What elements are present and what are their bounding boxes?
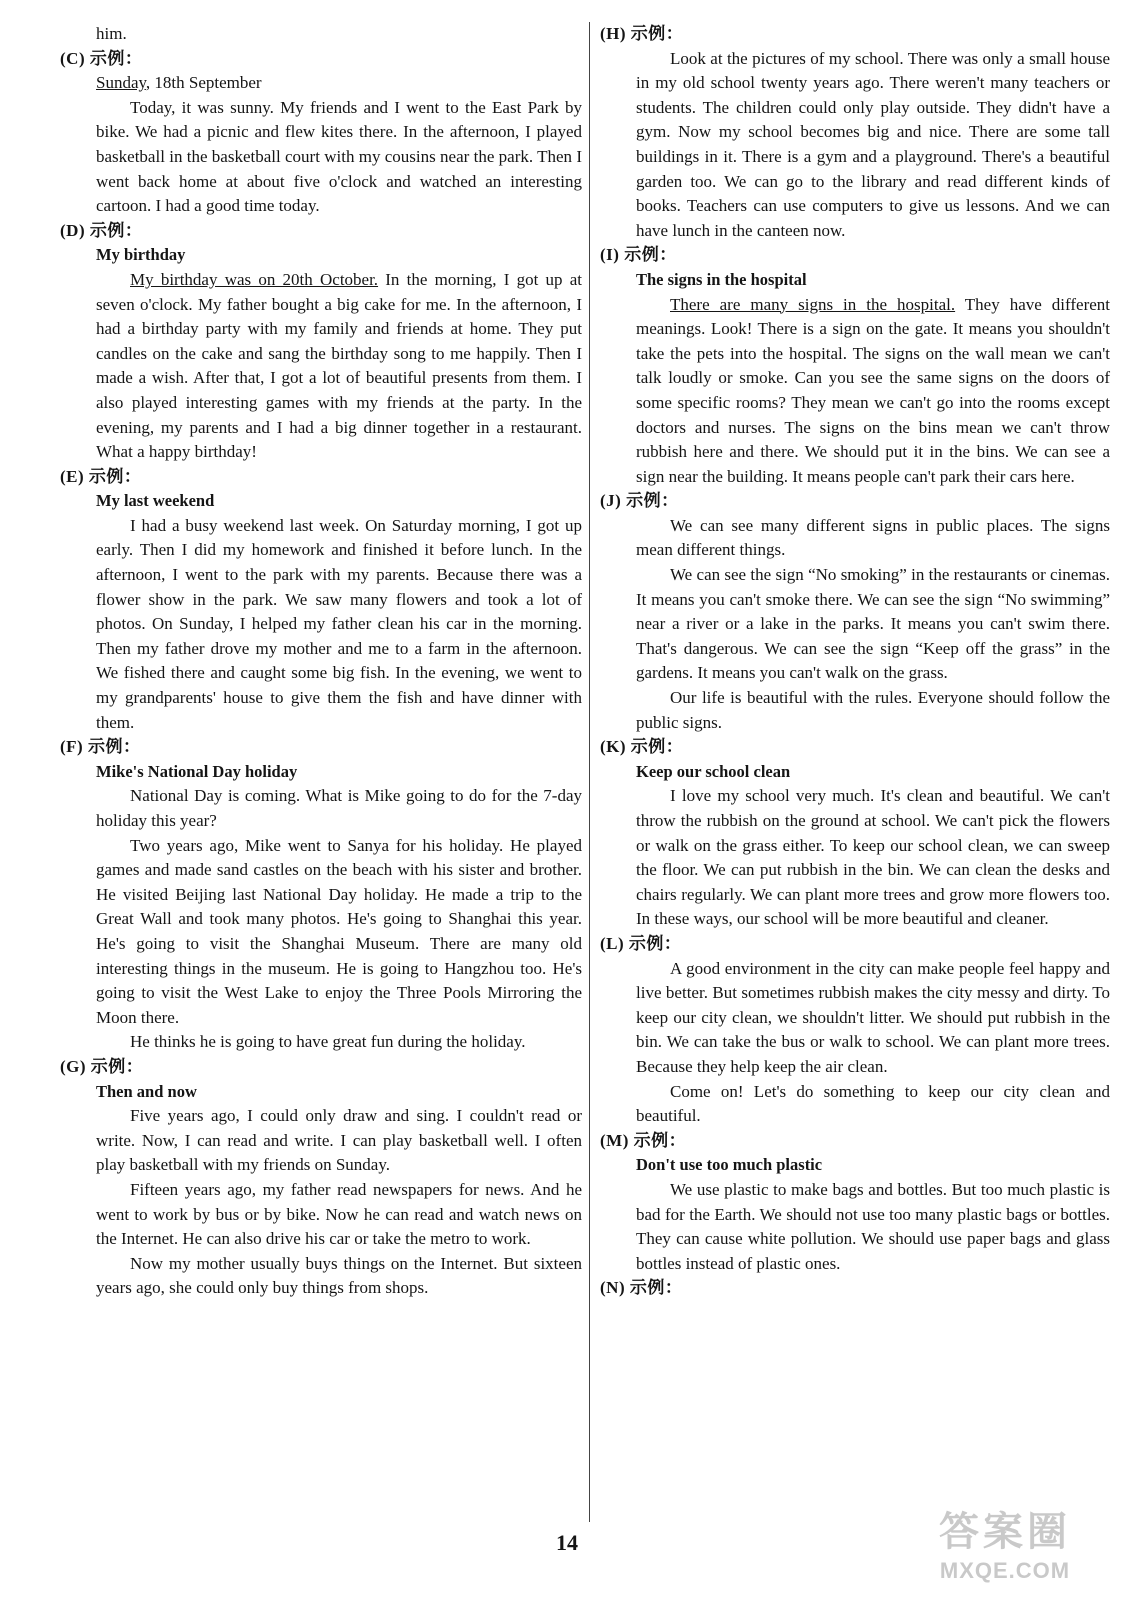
column-divider [589,22,590,1522]
section-label-f: (F) 示例： [60,737,141,757]
section-c-body [60,71,582,219]
section-l-body [600,957,1110,1129]
section-label-g: (G) 示例： [60,1056,144,1076]
section-g-body [60,1080,582,1301]
essay-title: Keep our school clean [636,761,791,781]
paragraph: We use plastic to make bags and bottles. But too much plastic is bad for the Earth. We should not use too many plastic bags or bottles. They can cause white pollution. We should use paper bags and glass bottles instead of plastic ones. [636,1179,1110,1273]
right-column [600,22,1110,1301]
paragraph: Come on! Let's do something to keep our city clean and beautiful. [636,1081,1110,1126]
paragraph: Fifteen years ago, my father read newspapers for news. And he went to work by bus or by bike. Now he can read and watch news on the Internet. He can also drive his car or take the metro to work. [96,1179,582,1249]
essay-title: My birthday [96,245,186,265]
paragraph: He thinks he is going to have great fun during the holiday. [130,1032,526,1052]
continued-fragment: him. [96,24,127,43]
watermark-logo [910,1506,1100,1596]
paragraph: A good environment in the city can make people feel happy and live better. But sometimes rubbish makes the city messy and dirty. To keep our city clean, we shouldn't litter. We should put rubbish in the bin. We can take the bus or walk to school. We can plant more trees. Because they help keep the air clean. [636,958,1110,1076]
diary-date-rest: , 18th September [145,73,262,93]
paragraph: National Day is coming. What is Mike going to do for the 7-day holiday this year? [96,786,582,830]
section-e-body [60,489,582,735]
section-label-h: (H) 示例： [600,24,684,43]
section-label-l: (L) 示例： [600,933,682,953]
section-j-body [600,514,1110,735]
section-label-k: (K) 示例： [600,737,684,757]
paragraph: Our life is beautiful with the rules. Everyone should follow the public signs. [636,688,1110,732]
underlined-lead: There are many signs in the hospital. [670,294,956,314]
diary-day: Sunday [96,73,146,93]
section-label-m: (M) 示例： [600,1130,687,1150]
essay-title: Don't use too much plastic [636,1155,823,1175]
left-column [60,22,582,1301]
paragraph: Now my mother usually buys things on the Internet. But sixteen years ago, she could only buy things from shops. [96,1253,582,1298]
section-f-body [60,760,582,1055]
section-label-i: (I) 示例： [600,245,677,265]
paragraph: I had a busy weekend last week. On Saturday morning, I got up early. Then I did my homework and finished it before lunch. In the afternoon, I went to the park with my parents. Because there was a flower show in the park. We saw many flowers and took a lot of photos. On Sunday, I helped my father clean his car in the morning. Then my father drove my mother and me to a farm in the afternoon. We fished there and caught some big fish. In the evening, we went to my grandparents' house to give them the fish and have dinner with them. [96,515,582,732]
paragraph-rest: In the morning, I got up at seven o'clock. My father bought a big cake for me. In the afternoon, I had a birthday party with my family and friends at home. They put candles on the cake and sang the birthday song to me happily. Then I made a wish. After that, I got a lot of beautiful presents from them. I also played interesting games with my friends at the party. In the evening, my parents and I had a big dinner together in a restaurant. What a happy birthday! [96,269,582,462]
section-label-c: (C) 示例： [60,48,143,68]
paragraph-rest: They have different meanings. Look! There is a sign on the gate. It means you shouldn't take the pets into the hospital. The signs on the wall mean we can't talk loudly or smoke. Can you see the same signs on the doors of some specific rooms? They mean we can't go into the rooms except doctors and nurses. The signs on the bins mean we can't throw rubbish here and there. We should put it in the bins. We can see a sign near the building. It means people can't park their cars here. [636,294,1110,486]
section-d-body [60,243,582,464]
paragraph: We can see many different signs in public places. The signs mean different things. [636,515,1110,560]
essay-title: Mike's National Day holiday [96,761,298,781]
paragraph [96,268,582,465]
essay-title: Then and now [96,1081,197,1101]
section-i-body [600,268,1110,489]
watermark-text: 答案圈 [939,1509,1071,1554]
paragraph: Today, it was sunny. My friends and I went to the East Park by bike. We had a picnic and flew kites there. In the afternoon, I played basketball in the basketball court with my cousins near the park. Then I went back home at about five o'clock and watched an interesting cartoon. I had a good time today. [96,97,582,216]
underlined-lead: My birthday was on 20th October. [130,269,379,289]
paragraph: We can see the sign “No smoking” in the restaurants or cinemas. It means you can't smoke there. We can see the sign “No swimming” near a river or a lake in the parks. It means you can't swim there. That's dangerous. We can see the sign “Keep off the grass” in the gardens. It means you can't walk on the grass. [636,565,1110,683]
paragraph: Two years ago, Mike went to Sanya for his holiday. He played games and made sand castles on the beach with his sister and brother. He visited Beijing last National Day holiday. He made a trip to the Great Wall and took many photos. He's going to Shanghai this year. He's going to visit the Shanghai Museum. There are many old interesting things in the museum. He is going to Hangzhou too. He's going to visit the West Lake to enjoy the Three Pools Mirroring the Moon there. [96,835,582,1027]
paragraph: Look at the pictures of my school. There was only a small house in my old school twenty years ago. There weren't many teachers or students. The children could only play outside. They didn't have a gym. Now my school becomes big and nice. There are some tall buildings in it. There is a gym and a playground. There's a beautiful garden too. We can go to the library and read different kinds of books. Teachers can use computers to give us lessons. And we can have lunch in the canteen now. [636,48,1110,240]
section-h-body [600,47,1110,244]
paragraph: I love my school very much. It's clean and beautiful. We can't throw the rubbish on the ground at school. We can't pick the flowers or walk on the grass either. To keep our school clean, we can sweep the floor. We can put rubbish in the bin. We can clean the desks and chairs regularly. We can plant more trees and grow more flowers too. In these ways, our school will be more beautiful and cleaner. [636,786,1110,929]
essay-title: The signs in the hospital [636,269,807,289]
section-k-body [600,760,1110,932]
paragraph [636,293,1110,490]
section-m-body [600,1153,1110,1276]
section-label-j: (J) 示例： [600,491,679,511]
page-number: 14 [556,1530,578,1555]
section-label-d: (D) 示例： [60,220,143,240]
essay-title: My last weekend [96,491,215,511]
section-label-n: (N) 示例： [600,1278,683,1298]
diary-date [96,71,582,96]
paragraph: Five years ago, I could only draw and sing. I couldn't read or write. Now, I can read and write. I can play basketball well. I often play basketball with my friends on Sunday. [96,1106,582,1175]
watermark-url: MXQE.COM [939,1558,1071,1583]
section-label-e: (E) 示例： [60,466,142,486]
